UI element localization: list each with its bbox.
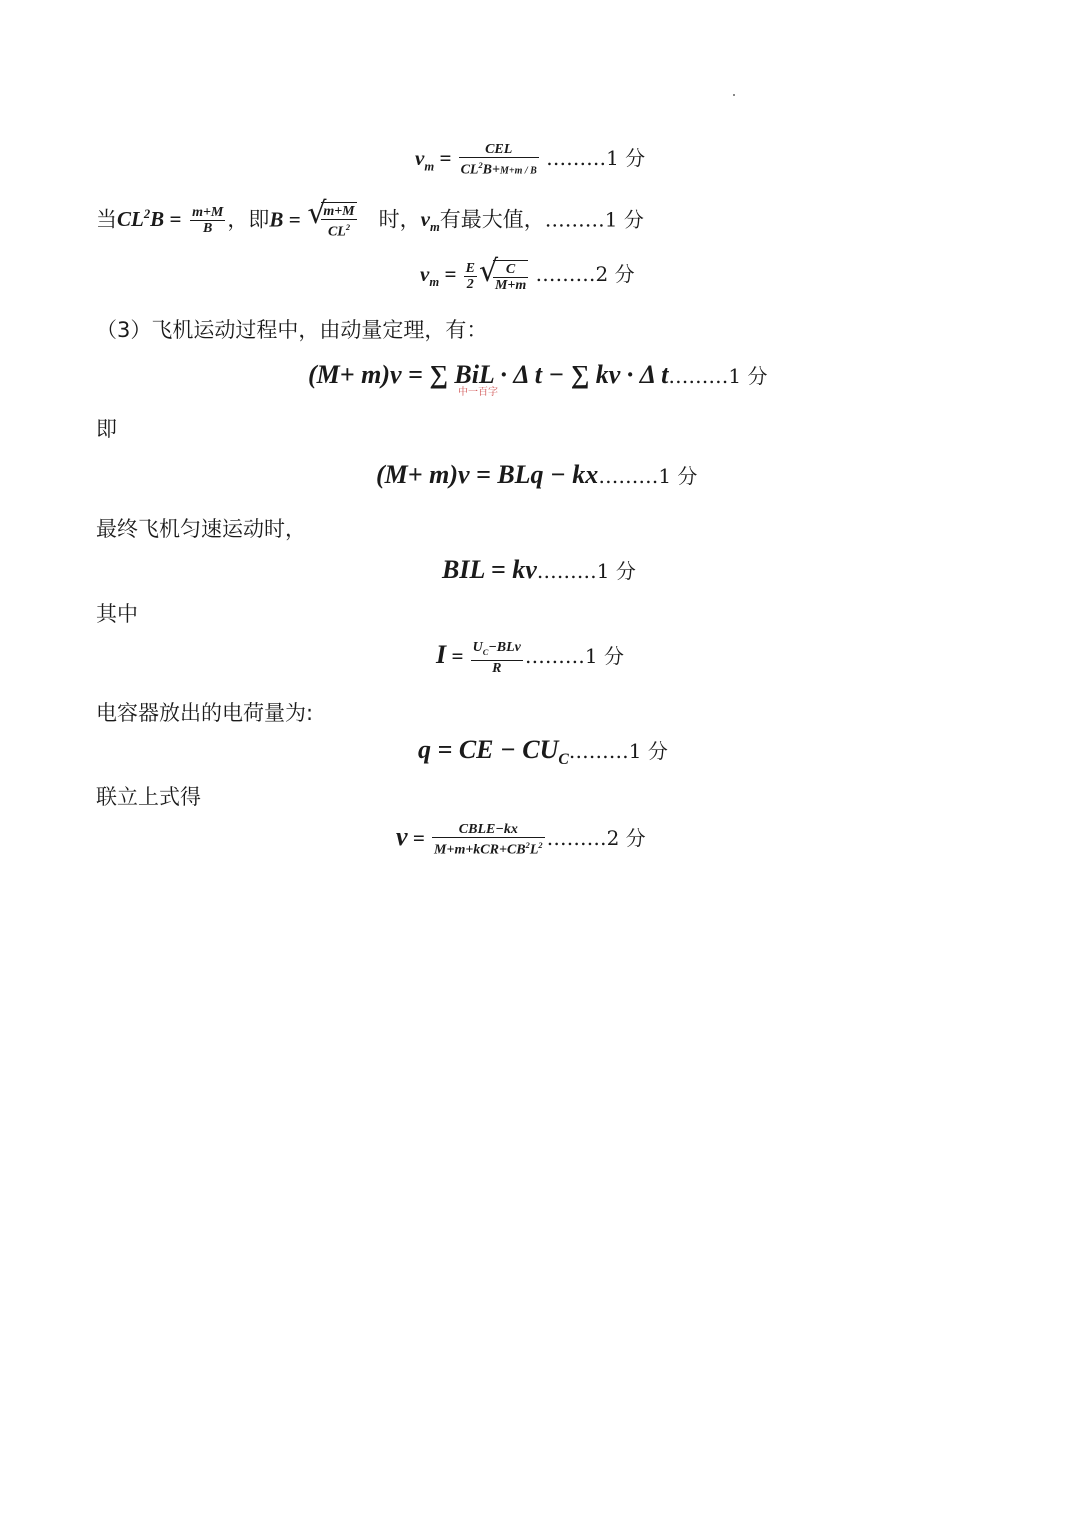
part3-heading: （3）飞机运动过程中，由动量定理，有： (96, 318, 488, 342)
ji-label: 即 (96, 417, 117, 441)
equation-final-v: v = $\frac{\text{CBLE−kx}}{M+m+kCR+CB^2L^2}$ ………2 分 (396, 822, 646, 859)
uniform-motion-text: 最终飞机匀速运动时， (96, 517, 306, 541)
equation-bil-kv: BIL = kv………1 分 (442, 555, 636, 584)
equation-vm-max: $v_m$ = $\frac{E}{2}$ √ $\frac{C}{M+m}$ ………2 分 (420, 258, 635, 293)
speck (733, 94, 735, 96)
equation-momentum: (M+ m)v = ∑ BiL · Δ t − ∑ kv · Δ t………1 分 (308, 360, 768, 389)
condition-line: 当$CL^2B$ = $\frac{m+M}{B}$ ，即B = √ $\frac{m+M}{CL^2}$ 时，$v_m$有最大值，………1 分 (96, 202, 644, 240)
equation-blq: (M+ m)v = BLq − kx………1 分 (376, 460, 698, 489)
equation-charge: q = CE − $CU_C\dots\dots\dots 1$ 分 (418, 735, 668, 769)
equation-current: I = $\frac{U_C-BLv}{R}$ ………1 分 (436, 640, 624, 677)
qizhong-label: 其中 (96, 602, 138, 626)
annotation-mark: 中一百字 (458, 387, 498, 398)
equation-vm-1: $v_m$ = $\frac{\text{CEL}}{CL^2B+M+m / B}$ ………1 分 (415, 142, 646, 178)
capacitor-charge-text: 电容器放出的电荷量为: (96, 701, 314, 725)
combine-text: 联立上式得 (96, 785, 201, 809)
